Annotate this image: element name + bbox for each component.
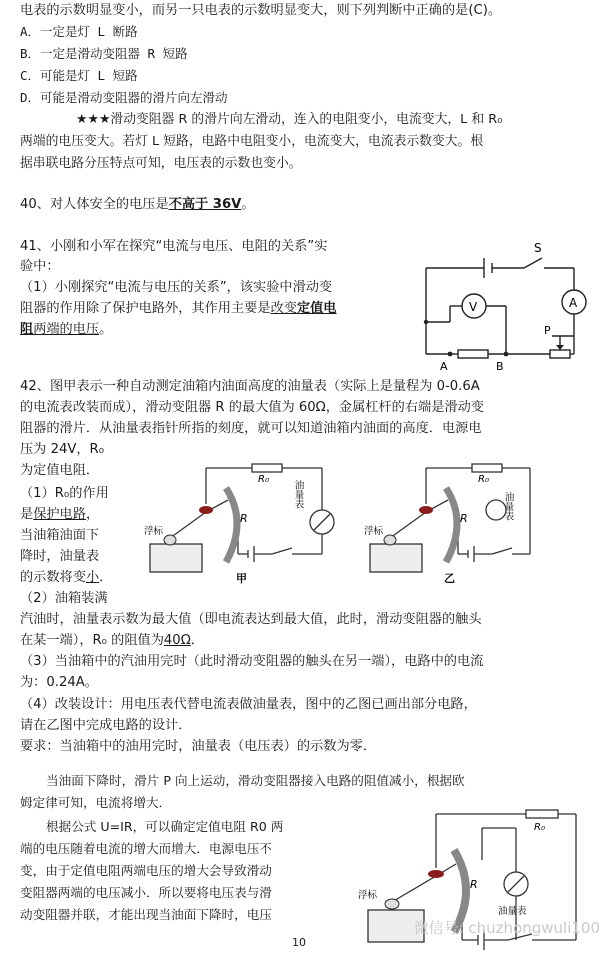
switch-lever bbox=[524, 258, 542, 268]
q42-line5: 为定值电阻． bbox=[20, 463, 100, 478]
q42-p2-l3-end: ． bbox=[190, 633, 204, 648]
q41-line3: （1）小刚探究“电流与电压的关系”，该实验中滑动变 bbox=[20, 280, 333, 295]
q42-line4: 压为 24V，R₀ bbox=[20, 442, 105, 457]
label-float: 浮标 bbox=[144, 526, 164, 537]
q41-line5-end: 。 bbox=[99, 322, 113, 337]
r0-resistor bbox=[526, 810, 558, 818]
q42-p1-answer-line bbox=[20, 506, 99, 524]
q42-p3-line2: 为：0.24A。 bbox=[20, 675, 98, 690]
analysis42-line6: 变阻器两端的电压减小．所以要将电压表与滑 bbox=[20, 885, 272, 900]
q40-line bbox=[20, 196, 255, 214]
r0-resistor bbox=[472, 464, 502, 472]
q41-line4 bbox=[20, 300, 337, 318]
q42-line1: 42、图甲表示一种自动测定油箱内油面高度的油量表（实际上是量程为 0-0.6A bbox=[20, 379, 480, 394]
figure-yi-oil-gauge-circuit bbox=[362, 458, 572, 586]
q42-line3: 阻器的滑片．从油量表指针所指的刻度，就可以知道油箱内油面的高度．电源电 bbox=[20, 421, 482, 436]
analysis42-line4: 端的电压随着电流的增大而增大．电源电压不 bbox=[20, 841, 272, 856]
label-r0: R₀ bbox=[478, 474, 489, 485]
q39-analysis-line1: ★★★滑动变阻器 R 的滑片向左滑动，连入的电阻变小，电流变大，L 和 R₀ bbox=[76, 112, 503, 127]
q42-p1-answer: 保护电路 bbox=[33, 507, 86, 522]
q42-p2-line2: 汽油时，油量表示数为最大值（即电流表达到最大值，此时，滑动变阻器的触头 bbox=[20, 612, 482, 627]
label-r: R bbox=[240, 512, 248, 525]
pivot-icon bbox=[428, 870, 444, 878]
label-float: 浮标 bbox=[358, 890, 378, 901]
label-float: 浮标 bbox=[364, 526, 384, 537]
pivot-icon bbox=[199, 506, 213, 514]
q41-line1: 41、小刚和小军在探究“电流与电压、电阻的关系”实 bbox=[20, 239, 328, 254]
q40-answer: 不高于 36V bbox=[168, 197, 242, 212]
pivot-icon bbox=[419, 506, 433, 514]
q42-line2: 的电流表改装而成），滑动变阻器 R 的最大值为 60Ω，金属杠杆的右端是滑动变 bbox=[20, 400, 484, 415]
analysis42-line2: 姆定律可知，电流将增大． bbox=[20, 795, 172, 810]
q42-p2-answer: 40Ω bbox=[163, 633, 191, 648]
q42-p1-line2: 当油箱油面下 bbox=[20, 528, 100, 543]
q41-answer-b: 定值电 bbox=[296, 301, 337, 316]
q39-analysis-line2: 两端的电压变大。若灯 L 短路，电路中电阻变小，电流变大，电流表示数变大。根 bbox=[20, 134, 484, 149]
label-r: R bbox=[460, 512, 468, 525]
q41-line4-text: 阻器的作用除了保护电路外，其作用主要是 bbox=[20, 301, 271, 316]
q42-p4-line1: （4）改装设计：用电压表代替电流表做油量表，图中的乙图已画出部分电路， bbox=[20, 697, 477, 712]
oil-tank bbox=[370, 544, 422, 572]
q42-p1-end: ， bbox=[85, 507, 100, 522]
q42-p1-pre: 是 bbox=[20, 507, 34, 522]
label-r0: R₀ bbox=[258, 474, 269, 485]
q39-option-b: B．一定是滑动变阻器 R 短路 bbox=[20, 46, 188, 61]
q42-p1-line3: 降时，油量表 bbox=[20, 549, 100, 564]
q41-line5-tail: 两端的电压 bbox=[33, 322, 100, 337]
q42-p1-l4-end: ． bbox=[99, 570, 113, 585]
fixed-resistor bbox=[458, 350, 488, 358]
q42-p2-line3 bbox=[20, 632, 204, 650]
label-switch-s: S bbox=[534, 241, 542, 255]
q39-option-a: A．一定是灯 L 断路 bbox=[20, 24, 138, 39]
label-r: R bbox=[470, 878, 478, 891]
q42-p1-l4-pre: 的示数将变 bbox=[20, 570, 86, 585]
q41-answer-c: 阻 bbox=[20, 322, 34, 337]
q41-circuit-diagram bbox=[410, 236, 600, 374]
q39-analysis-line3: 据串联电路分压特点可知，电压表的示数也变小。 bbox=[20, 156, 302, 171]
q41-line5 bbox=[20, 321, 112, 339]
analysis42-line1: 当油面下降时，滑片 P 向上运动，滑动变阻器接入电路的阻值减小，根据欧 bbox=[46, 773, 465, 788]
q42-p4-line2: 请在乙图中完成电路的设计． bbox=[20, 718, 192, 733]
label-point-b: B bbox=[496, 360, 504, 373]
q39-stem: 电表的示数明显变小，而另一只电表的示数明显变大，则下列判断中正确的是(C)。 bbox=[20, 3, 502, 18]
q42-p3-line1: （3）当油箱中的汽油用完时（此时滑动变阻器的触头在另一端），电路中的电流 bbox=[20, 654, 484, 669]
figure-jia-oil-gauge-circuit bbox=[142, 458, 352, 586]
q42-p1-line4 bbox=[20, 569, 112, 587]
label-slider-p: P bbox=[544, 324, 551, 337]
label-oil-gauge: 油量表 bbox=[498, 906, 527, 917]
label-voltmeter-v: V bbox=[469, 300, 478, 314]
wechat-watermark: 微信号: chuzhongwuli100 bbox=[413, 919, 600, 937]
label-yi: 乙 bbox=[444, 572, 455, 585]
analysis42-line3: 根据公式 U=IR，可以确定定值电阻 R0 两 bbox=[46, 819, 284, 834]
r0-resistor bbox=[252, 464, 282, 472]
rheostat bbox=[550, 350, 570, 358]
label-r0: R₀ bbox=[534, 822, 545, 833]
q42-p2-line1: （2）油箱装满 bbox=[20, 591, 108, 606]
q42-p4-line3: 要求：当油箱中的油用完时，油量表（电压表）的示数为零． bbox=[20, 739, 377, 754]
page-number: 10 bbox=[292, 936, 306, 949]
q39-option-c: C．可能是灯 L 短路 bbox=[20, 68, 138, 83]
q40-prefix: 40、对人体安全的电压是 bbox=[20, 197, 169, 212]
analysis42-line5: 变，由于定值电阻两端电压的增大会导致滑动 bbox=[20, 863, 272, 878]
q40-suffix: 。 bbox=[241, 197, 255, 212]
q41-line2: 验中： bbox=[20, 259, 60, 274]
rheostat-arc bbox=[446, 488, 457, 562]
q41-answer-a: 改变 bbox=[270, 301, 297, 316]
q42-p2-l3-pre: 在某一端），R₀ 的阻值为 bbox=[20, 633, 164, 648]
q42-p1-label: （1）R₀的作用 bbox=[20, 486, 109, 501]
label-point-a: A bbox=[440, 360, 448, 373]
analysis42-line7: 动变阻器并联，才能出现当油面下降时，电压 bbox=[20, 907, 272, 922]
q42-p1-l4-answer: 小 bbox=[85, 570, 100, 585]
q39-option-d: D．可能是滑动变阻器的滑片向左滑动 bbox=[20, 90, 228, 105]
label-oil-gauge: 油量表 bbox=[502, 492, 514, 521]
label-ammeter-a: A bbox=[569, 296, 578, 310]
label-jia: 甲 bbox=[236, 572, 247, 585]
rheostat-arc bbox=[226, 488, 237, 562]
label-oil-gauge: 油量表 bbox=[292, 480, 304, 509]
oil-tank bbox=[150, 544, 202, 572]
